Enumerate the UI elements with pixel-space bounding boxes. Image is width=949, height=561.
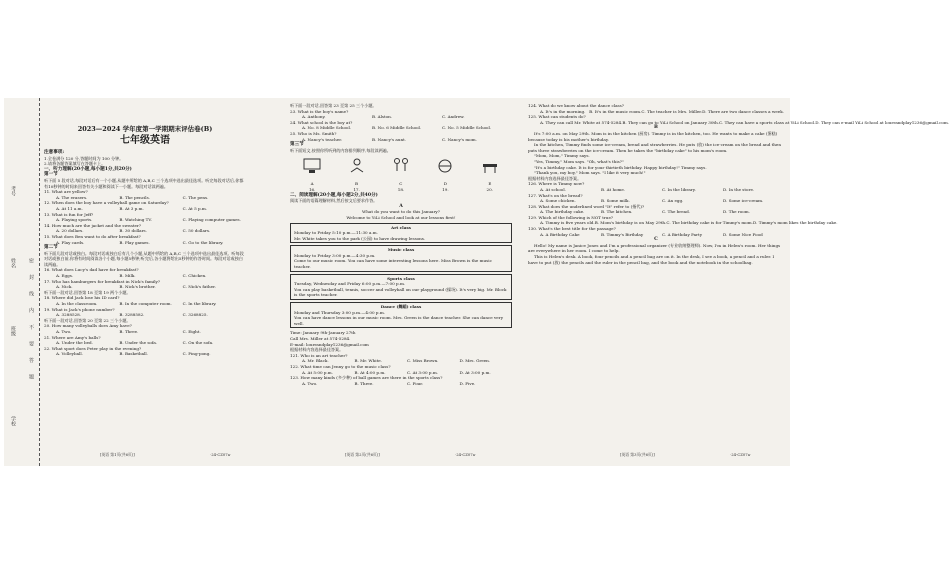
answer-option[interactable]: A. The erasers.	[56, 194, 88, 200]
part-instructions: 阅读下面的语篇理解材料,然后按文后要求作答。	[290, 198, 378, 204]
answer-options	[290, 137, 512, 143]
answer-option[interactable]: D. At 3:00 p.m.	[459, 369, 491, 375]
answer-option[interactable]: A. Two.	[302, 380, 318, 386]
question-stem: 130. What's the best title for the passage?	[528, 226, 616, 232]
binding-margin	[4, 98, 40, 466]
question-group	[44, 189, 246, 245]
question-group	[44, 295, 246, 317]
answer-option[interactable]: B. 30 dollars.	[119, 228, 147, 234]
answer-blank[interactable]: 17.	[353, 186, 360, 192]
answer-option[interactable]: B. Watching TV.	[119, 217, 152, 223]
answer-option[interactable]: A. In the classroom.	[56, 301, 98, 307]
group-instruction: 听下面一段对话,回答第 23 至第 25 三个小题。	[290, 103, 377, 108]
answer-option[interactable]: C. They can have a sports class at YiLi School.	[719, 119, 816, 125]
answer-options	[44, 206, 246, 212]
answer-option[interactable]: A. Volleyball.	[56, 351, 83, 357]
answer-options	[528, 198, 784, 204]
page-3-column	[528, 103, 949, 459]
answer-option[interactable]: C. The teacher is Mrs. Miller.	[641, 108, 703, 114]
exam-title: 2023—2024 学年度第一学期期末评估卷(B)	[77, 125, 213, 133]
answer-option[interactable]: D. Timmy's mom likes the birthday cake.	[752, 220, 838, 226]
passage-call: Call Mrs. Miller at 574-5284.	[290, 336, 351, 341]
class-poster	[290, 223, 512, 244]
answer-option[interactable]: B. Basketball.	[119, 351, 149, 357]
answer-option[interactable]: D. Mrs. Green.	[459, 358, 491, 364]
group-instruction: 听下面一段对话,回答第 20 至第 22 三个小题。	[44, 317, 131, 323]
question-stem: 13. What is fun for Jeff?	[44, 211, 94, 217]
answer-option[interactable]: A. Mr. Black.	[302, 358, 329, 364]
question-stem: 123. How many kinds (多少种) of ball games are there in the sports class?	[290, 375, 443, 381]
answer-options	[44, 340, 246, 346]
question-group	[44, 267, 246, 289]
passage-paragraph: "It's a birthday cake. It is for your thirtieth birthday. Happy birthday!" Timmy says.	[534, 164, 707, 170]
answer-blank[interactable]: 16.	[308, 186, 316, 192]
answer-option[interactable]: B. Mom's birthday is on May 29th.	[594, 220, 667, 226]
poster-title: Music class	[387, 247, 415, 253]
computer-picture	[301, 156, 323, 176]
question-stem: 122. What time can Jenny go to the music class?	[290, 363, 391, 369]
question-group	[528, 181, 838, 237]
answer-option[interactable]: C. On the sofa.	[182, 340, 214, 346]
label-class: 班级	[10, 326, 16, 336]
part-heading: 二、阅读理解(20小题,每小题2分,共40分)	[290, 192, 378, 198]
passage-email: E-mail: lourrandplay1236@gmail.com	[290, 341, 369, 347]
answer-option[interactable]: A. They can call Mr. White at 574-5284.	[540, 119, 623, 125]
answer-option[interactable]: A. Under the bed.	[56, 340, 93, 346]
question-stem: 19. What is Jack's phone number?	[44, 306, 115, 312]
answer-options	[44, 217, 246, 223]
page-2-column	[290, 103, 512, 459]
picture-label: D	[443, 181, 448, 187]
answer-blank[interactable]: 18.	[397, 186, 405, 192]
notice-title: 注意事项:	[44, 150, 65, 155]
passage-label: A	[399, 203, 403, 209]
class-posters	[290, 223, 512, 329]
notice-line: 2.请将各题答案填写在答题卡上。	[44, 161, 106, 167]
picture-label: A	[310, 181, 314, 187]
poster-title: Dance (舞蹈) class	[380, 304, 422, 310]
question-group	[290, 353, 512, 387]
passage-paragraph: It's 7:00 a.m. on May 29th. Mom is in the kitchen (厨房). Timmy is in the kitchen, too. He wants to make a cake (蛋糕) because today is his mother's birthday.	[528, 130, 778, 142]
answer-option[interactable]: A. It's in the morning.	[540, 108, 586, 114]
answer-option[interactable]: D. Some Nice Food	[723, 231, 763, 237]
answer-option[interactable]: C. No. 5 Middle School.	[442, 125, 492, 131]
answer-option[interactable]: B. Under the sofa.	[119, 340, 158, 346]
label-name: 姓名	[10, 258, 16, 268]
answer-option[interactable]: A. Anthony.	[302, 114, 326, 120]
question-stem: 17. Who has hamburgers for breakfast in Nick's family?	[44, 278, 161, 284]
poster-text: You can play basketball, tennis, soccer and volleyball on our playground (操场). It's very big. Mr. Block is the sports teacher.	[294, 286, 507, 298]
question-stem: 16. What does Lucy's dad have for breakfast?	[44, 267, 139, 273]
answer-option[interactable]: C. Nancy's mom.	[442, 136, 477, 142]
answer-options	[44, 312, 246, 318]
passage-b	[528, 131, 784, 176]
group-instruction: 听下面一段对话,回答第 18 至第 19 两个小题。	[44, 289, 131, 295]
question-stem: 20. How many volleyballs does Amy have?	[44, 323, 132, 329]
answer-option[interactable]: B. 3288582.	[119, 312, 145, 318]
question-stem: 25. Who is Ms. Smith?	[290, 130, 337, 136]
answer-option[interactable]: B. They can go to YiLi School on January 30th.	[622, 119, 720, 125]
answer-option[interactable]: B. At home.	[601, 186, 626, 192]
answer-option[interactable]: C. Chicken.	[182, 273, 207, 279]
answer-option[interactable]: D. Five.	[459, 380, 476, 386]
table-picture	[479, 156, 501, 176]
question-stem: 23. What is the boy's name?	[290, 108, 349, 114]
answer-option[interactable]: B. Nancy's aunt.	[372, 136, 407, 142]
answer-option[interactable]: A. Nick.	[56, 284, 73, 290]
answer-option[interactable]: A. At 5:00 p.m.	[302, 369, 333, 375]
answer-option[interactable]: C. Ping-pong.	[182, 351, 211, 357]
answer-option[interactable]: D. Some ice-cream.	[723, 198, 764, 204]
passage-paragraph: Hello! My name is Janice Jones and I'm a professional organizer (专业收纳整理师). Now, I'm in Helen's room. Her things are everywhere in her room. I come to help.	[528, 242, 781, 254]
question-stem: 127. What's on the bread?	[528, 192, 583, 198]
section-instructions: 听下面短文,按照你所听到的内容排列顺序,每段读两遍。	[290, 147, 391, 153]
poster-title: Sports class	[387, 275, 415, 281]
answer-option[interactable]: B. Alston.	[372, 114, 393, 120]
answer-options	[44, 329, 246, 335]
exam-subject: 七年级英语	[120, 135, 170, 146]
answer-options	[528, 187, 784, 193]
answer-options	[44, 351, 246, 357]
answer-option[interactable]: C. Andrew.	[442, 114, 465, 120]
answer-blank[interactable]: 20.	[486, 186, 494, 192]
section-heading: 第三节	[290, 142, 304, 148]
poster-text: Monday to Friday 3:00 p.m.—4:30 p.m.	[294, 252, 376, 258]
answer-option[interactable]: A. Eggs.	[56, 273, 74, 279]
answer-option[interactable]: B. Some milk.	[601, 198, 630, 204]
picture-label: B	[354, 181, 358, 187]
question-stem: 14. How much are the jacket and the sweater?	[44, 222, 142, 228]
answer-option[interactable]: C. A Birthday Party	[662, 231, 703, 237]
answer-option[interactable]: B. Milk.	[119, 273, 136, 279]
answer-option[interactable]: C. The pens.	[182, 194, 209, 200]
playing-picture	[390, 156, 412, 176]
poster-text: Tuesday, Wednesday and Friday 6:00 p.m.—7:00 p.m.	[294, 281, 406, 287]
answer-option[interactable]: B. At 3 p.m.	[119, 205, 144, 211]
question-stem: 22. What sport does Peter play in the evening?	[44, 345, 142, 351]
answer-option[interactable]: B. Nick's brother.	[119, 284, 156, 290]
picture-label: C	[399, 181, 403, 187]
question-group	[44, 323, 246, 357]
question-stem: 24. What school is the boy at?	[290, 119, 353, 125]
passage-lead: What do you want to do this January?	[362, 209, 440, 215]
label-exam-number: 考号	[10, 186, 16, 196]
passage-welcome: Welcome to YiLi School and look at our lessons first!	[346, 214, 456, 220]
answer-option[interactable]: C. Miss Brown.	[407, 358, 439, 364]
poster-text: Come to our music room. You can have some interesting lessons here. Miss Brown is the music teacher.	[294, 258, 492, 270]
sports-picture	[434, 156, 456, 176]
answer-option[interactable]: B. Timmy's Birthday	[601, 231, 644, 237]
answer-option[interactable]: B. Three.	[354, 380, 374, 386]
label-school: 学校	[10, 416, 16, 426]
answer-option[interactable]: C. The birthday cake is for Timmy's mom.	[666, 220, 753, 226]
answer-option[interactable]: B. Three.	[119, 329, 139, 334]
page-1-column	[44, 103, 246, 459]
answer-option[interactable]: C. An egg.	[662, 198, 684, 204]
answer-option[interactable]: B. Mr. White.	[354, 358, 382, 364]
passage-paragraph: In the kitchen, Timmy finds some ice-cream, bread and strawberries. He puts (放) the ice-cream on the bread and then puts three strawberries on the ice-cream. Then he takes the "birthday cake" to his mom's room.	[528, 142, 781, 153]
answer-option[interactable]: D. There are two dance classes a week.	[702, 108, 784, 114]
answer-option[interactable]: D. In the store.	[723, 186, 755, 192]
answer-option[interactable]: A. Play cards.	[56, 239, 85, 245]
answer-options	[44, 273, 246, 279]
question-stem: 125. What can students do?	[528, 114, 586, 120]
poster-text: You can have dance lessons in our music room. Mrs. Green is the dance teacher. She can dance very well.	[294, 315, 504, 326]
answer-option[interactable]: B. At 4:00 p.m.	[354, 369, 386, 375]
page-code: ·24-CZ07a·	[210, 452, 232, 457]
answer-option[interactable]: B. Play games.	[119, 239, 150, 245]
answer-option[interactable]: A. Timmy is five years old.	[540, 220, 595, 226]
poster-text: Monday and Thursday 3:00 p.m.—4:00 p.m.	[294, 309, 385, 315]
picture-row	[290, 156, 512, 178]
answer-option[interactable]: A. 20 dollars.	[56, 228, 84, 234]
answer-option[interactable]: C. Four.	[407, 380, 424, 386]
answer-option[interactable]: B. The kitchen.	[601, 209, 633, 215]
answer-option[interactable]: A. The birthday cake.	[540, 209, 585, 215]
answer-option[interactable]: D. They can e-mail YiLi School at lourrandplay1236@gmail.com.	[815, 119, 949, 125]
answer-option[interactable]: A. Some chicken.	[540, 198, 576, 204]
answer-option[interactable]: B. No. 6 Middle School.	[372, 125, 422, 131]
answer-option[interactable]: A. At 11 a.m.	[56, 205, 83, 211]
page-footer: [英语 第1页(共6页)]	[100, 452, 135, 457]
question-group	[528, 103, 949, 125]
answer-option[interactable]: B. It's in the music room.	[589, 108, 642, 114]
question-stem: 15. What does Ben want to do after breakfast?	[44, 233, 141, 239]
answer-option[interactable]: C. At 5 p.m.	[182, 205, 208, 211]
question-stem: 126. Where is Timmy now?	[528, 181, 585, 187]
notice-line: 1.全卷满分 120 分,答题时间为 100 分钟。	[44, 155, 124, 161]
question-stem: 128. What does the underlined word "It" refer to (指代)?	[528, 203, 645, 209]
answer-option[interactable]: C. Go to the library.	[182, 239, 224, 245]
answer-option[interactable]: B. In the computer room.	[119, 301, 172, 307]
page-footer: [英语 第2页(共6页)]	[345, 452, 380, 457]
page-code: ·24-CZ07a·	[455, 452, 477, 457]
seal-line-note: 密 封 线 内 不 要 答 题	[28, 258, 34, 385]
passage-label: C	[654, 237, 658, 243]
answer-option[interactable]: C. Nick's father.	[182, 284, 216, 290]
answer-blank[interactable]: 19.	[442, 186, 449, 192]
answer-options	[44, 301, 246, 307]
answer-options	[44, 240, 246, 246]
page-code: ·24-CZ07a·	[730, 452, 752, 457]
picture-label: E	[488, 181, 492, 187]
answer-option[interactable]: C. Playing computer games.	[182, 217, 241, 223]
question-stem: 129. Which of the following is NOT true?	[528, 214, 614, 220]
class-poster	[290, 302, 512, 328]
question-instruction: 根据材料内容选择最佳答案。	[290, 347, 344, 353]
question-stem: 21. Where are Amy's balls?	[44, 334, 101, 340]
answer-option[interactable]: A. No. 8 Middle School.	[302, 125, 352, 131]
poster-text: Monday to Friday 5:10 p.m.—11:30 a.m.	[294, 230, 378, 236]
question-stem: 121. Who is an art teacher?	[290, 352, 348, 358]
passage-paragraph: "Mom, Mom," Timmy says.	[534, 153, 590, 159]
answer-option[interactable]: C. In the library.	[182, 301, 217, 307]
reading-picture	[346, 156, 368, 176]
question-stem: 124. What do we know about the dance class?	[528, 103, 624, 108]
answer-option[interactable]: C. At 3:00 p.m.	[407, 369, 439, 375]
passage-paragraph: "Thank you, my boy," Mom says. "I like it very much!"	[534, 170, 646, 176]
section-instructions: 听下面 5 段对话,每段对话后有一个小题,从题中所给的 A,B,C 三个选项中选出最佳选项。听完每段对话后,你都有10秒钟的时间来回答有关小题和阅读下一小题。每段对话读两遍。	[44, 177, 244, 189]
answer-option[interactable]: C. 3268825.	[182, 312, 208, 318]
answer-option[interactable]: A. Playing sports.	[56, 217, 93, 223]
answer-option[interactable]: A. At school.	[540, 186, 566, 192]
answer-option[interactable]: C. 50 dollars.	[182, 228, 211, 234]
answer-options	[290, 114, 512, 120]
answer-options	[290, 381, 512, 387]
class-poster	[290, 245, 512, 271]
part-heading: 一、听力理解(20小题,每小题1分,共20分)	[44, 166, 132, 172]
answer-option[interactable]: C. In the library.	[662, 186, 696, 192]
question-group	[290, 109, 512, 143]
answer-option[interactable]: A. 3288528.	[56, 312, 82, 318]
question-stem: 18. Where did Jack lose his ID card?	[44, 295, 120, 301]
passage-time: Time: January 9th-January 27th	[290, 330, 356, 336]
answer-option[interactable]: A. A Birthday Cake	[540, 231, 580, 237]
question-stem: 12. When does the boy have a volleyball game on Saturday?	[44, 200, 169, 206]
page-footer: [英语 第3页(共6页)]	[620, 452, 655, 457]
answer-option[interactable]: A. Nancy's teacher.	[302, 136, 343, 142]
answer-option[interactable]: D. The room.	[723, 209, 750, 215]
answer-option[interactable]: C. The bread.	[662, 209, 691, 215]
answer-option[interactable]: A. Two.	[56, 329, 72, 334]
answer-option[interactable]: B. The pencils.	[119, 194, 151, 200]
question-stem: 11. What are yellow?	[44, 189, 88, 195]
passage-c	[528, 243, 784, 265]
passage-label: B	[654, 125, 658, 131]
passage-paragraph: "Yes, Timmy," Mom says. "Oh, what's this?"	[534, 158, 624, 164]
section-heading: 第二节	[44, 245, 58, 251]
class-poster	[290, 274, 512, 300]
poster-text: Mr. White takes you to the park (公园) to have drawing lessons.	[294, 235, 426, 241]
section-heading: 第一节	[44, 172, 58, 178]
answer-option[interactable]: C. Eight.	[182, 329, 201, 334]
question-instruction: 根据材料内容选择最佳答案。	[528, 175, 582, 181]
poster-title: Art class	[391, 224, 411, 230]
section-instructions: 听下面几段对话或独白。每段对话或独白后有几个小题,从题中所给的 A,B,C 三个选项中选出最佳选项。听每段对话或独白前,你将有时间阅读各个小题,每小题5秒钟;听完后,各小题将给出5秒钟的作答时间。每段对话或独白读两遍。	[44, 250, 244, 267]
passage-paragraph: This is Helen's desk. A book, four pencils and a pencil bag are on it. In the desk, I see a book, a pencil and a ruler. I have to put (放) the pencils and the ruler in the pencil bag, and the book and the notebook in the schoolbag.	[528, 254, 775, 265]
